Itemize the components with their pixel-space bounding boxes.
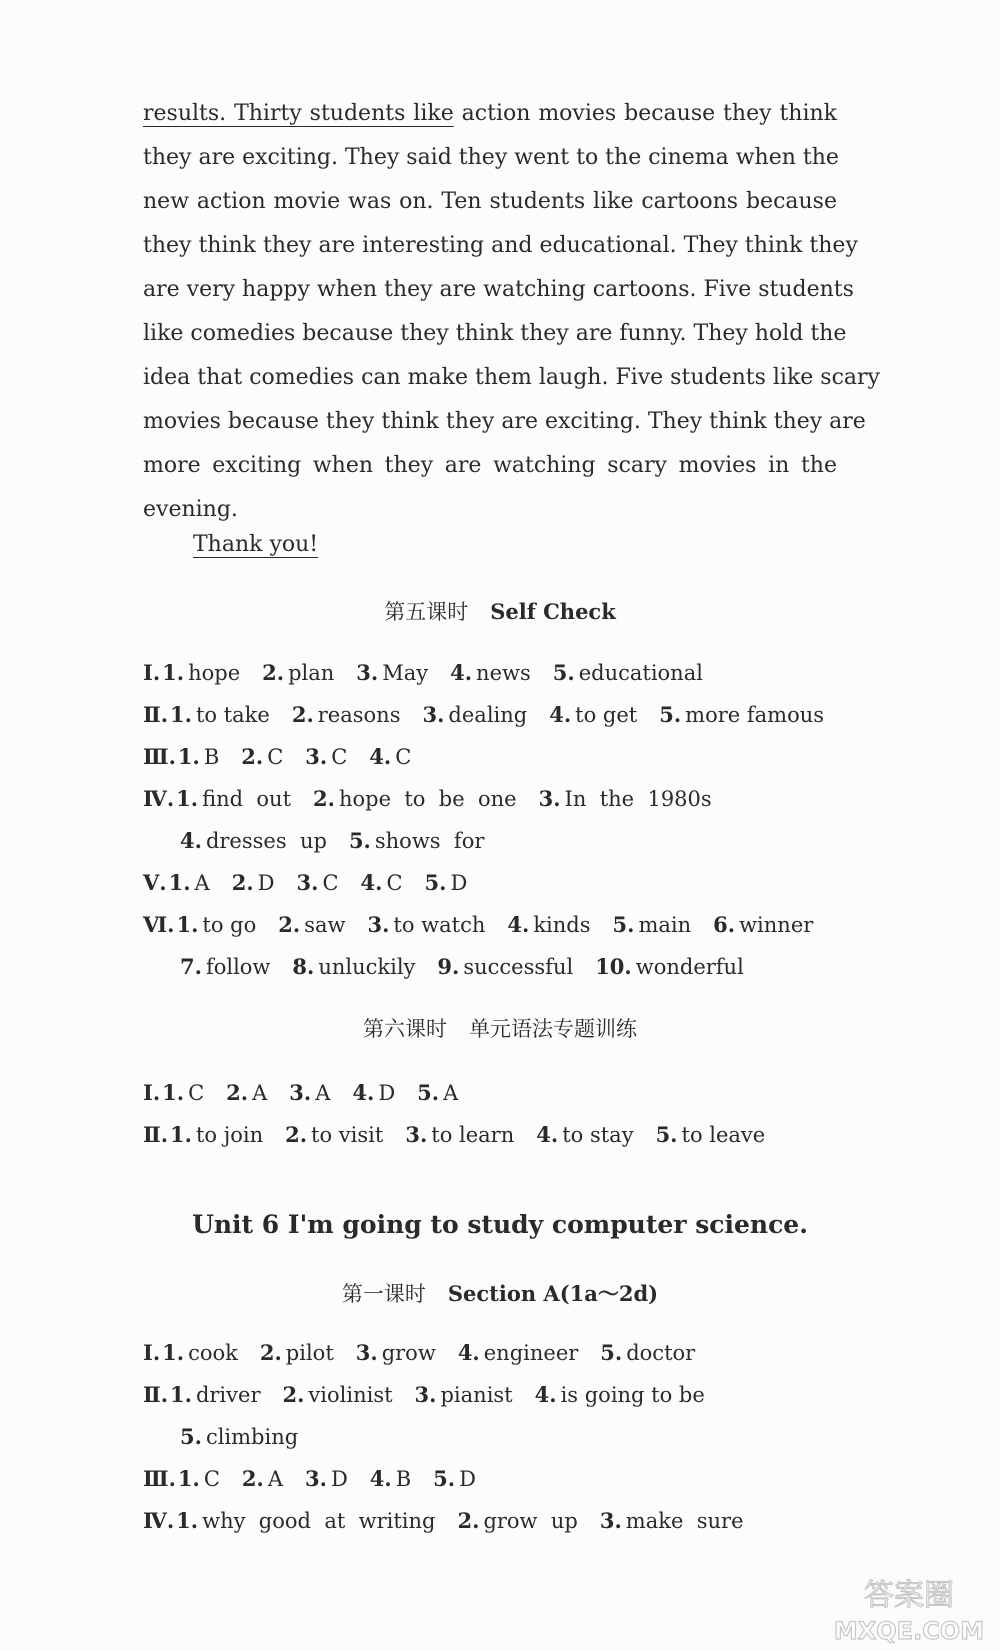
item-number: 4. bbox=[360, 870, 383, 895]
roman-label: Ⅰ. bbox=[143, 660, 161, 685]
answer-row bbox=[143, 1080, 480, 1105]
answer-item bbox=[226, 1081, 267, 1105]
answer-item bbox=[260, 1341, 334, 1365]
answer-item bbox=[282, 1383, 392, 1407]
answer-item bbox=[176, 787, 291, 811]
item-number: 4. bbox=[180, 828, 202, 853]
item-number: 2. bbox=[282, 1382, 305, 1407]
answer-item bbox=[356, 1341, 436, 1365]
answer-text: winner bbox=[739, 913, 814, 937]
answer-text: to leave bbox=[681, 1123, 766, 1147]
answer-text: news bbox=[476, 661, 531, 685]
item-number: 1. bbox=[162, 1340, 185, 1365]
passage-line: are very happy when they are watching cartoons. Five students bbox=[143, 277, 854, 302]
answer-row bbox=[180, 954, 766, 979]
underlined-text: results. Thirty students like bbox=[143, 101, 454, 126]
answer-item bbox=[352, 1081, 395, 1105]
answer-text: dealing bbox=[448, 703, 528, 727]
answer-item bbox=[242, 1467, 283, 1491]
roman-label: Ⅰ. bbox=[143, 1340, 161, 1365]
answer-text: plan bbox=[288, 661, 335, 685]
answer-text: pianist bbox=[440, 1383, 513, 1407]
answer-row bbox=[143, 786, 734, 811]
item-number: 1. bbox=[170, 1122, 192, 1147]
svg-text:MXQE.COM: MXQE.COM bbox=[833, 1617, 985, 1645]
answer-text: more famous bbox=[685, 703, 825, 727]
item-number: 3. bbox=[538, 786, 561, 811]
answer-text: A bbox=[194, 871, 210, 895]
item-number: 2. bbox=[231, 870, 254, 895]
answer-text: shows for bbox=[374, 829, 485, 853]
answer-text: saw bbox=[304, 913, 346, 937]
answer-item bbox=[417, 1081, 458, 1105]
item-number: 2. bbox=[278, 912, 301, 937]
answer-row bbox=[143, 1340, 717, 1365]
item-number: 2. bbox=[285, 1122, 308, 1147]
item-number: 3. bbox=[356, 660, 379, 685]
answer-text: main bbox=[638, 913, 692, 937]
answer-item bbox=[170, 703, 270, 727]
passage bbox=[143, 92, 880, 532]
answer-text: D bbox=[257, 871, 275, 895]
answer-text: successful bbox=[463, 955, 574, 979]
answer-text: pilot bbox=[285, 1341, 334, 1365]
answer-item bbox=[369, 745, 411, 769]
answer-item bbox=[162, 1341, 238, 1365]
item-number: 5. bbox=[600, 1340, 623, 1365]
answer-text: violinist bbox=[308, 1383, 393, 1407]
answer-item bbox=[170, 1123, 263, 1147]
answer-text: A bbox=[315, 1081, 331, 1105]
passage-line: they are exciting. They said they went to the cinema when the bbox=[143, 145, 839, 170]
answer-item bbox=[297, 871, 339, 895]
item-number: 1. bbox=[168, 870, 191, 895]
item-number: 5. bbox=[180, 1424, 202, 1449]
answer-text: kinds bbox=[533, 913, 591, 937]
item-number: 2. bbox=[262, 660, 285, 685]
item-number: 1. bbox=[176, 1508, 199, 1533]
answer-text: C bbox=[188, 1081, 205, 1105]
item-number: 4. bbox=[457, 1340, 480, 1365]
answer-row bbox=[143, 1508, 766, 1533]
answer-text: climbing bbox=[205, 1425, 299, 1449]
answer-text: to learn bbox=[431, 1123, 515, 1147]
answer-item bbox=[595, 955, 744, 979]
answer-item bbox=[305, 745, 347, 769]
item-number: 5. bbox=[433, 1466, 456, 1491]
passage-line: they think they are interesting and educational. They think they bbox=[143, 233, 858, 258]
roman-label: Ⅵ. bbox=[143, 912, 175, 937]
passage-line: like comedies because they think they are funny. They hold the bbox=[143, 321, 847, 346]
item-number: 5. bbox=[417, 1080, 440, 1105]
unit-title: Unit 6 I'm going to study computer science. bbox=[192, 1210, 808, 1239]
answer-text: dresses up bbox=[205, 829, 327, 853]
answer-text: why good at writing bbox=[202, 1509, 436, 1533]
answer-text: C bbox=[267, 745, 284, 769]
answer-item bbox=[305, 1467, 348, 1491]
answer-item bbox=[422, 703, 527, 727]
answer-text: make sure bbox=[625, 1509, 744, 1533]
answer-row bbox=[143, 1122, 787, 1147]
answer-text: In the 1980s bbox=[564, 787, 712, 811]
answer-text: doctor bbox=[626, 1341, 696, 1365]
watermark-logo bbox=[824, 1567, 994, 1647]
answer-text: to stay bbox=[562, 1123, 634, 1147]
passage-line: movies because they think they are exciting. They think they are bbox=[143, 409, 866, 434]
answer-item bbox=[178, 745, 219, 769]
answer-item bbox=[162, 661, 240, 685]
item-number: 1. bbox=[162, 660, 185, 685]
item-number: 3. bbox=[422, 702, 445, 727]
answer-row bbox=[143, 912, 835, 937]
item-number: 3. bbox=[599, 1508, 622, 1533]
answer-text: wonderful bbox=[635, 955, 744, 979]
item-number: 3. bbox=[367, 912, 390, 937]
section-heading-grammar: 第六课时 单元语法专题训练 bbox=[363, 1017, 637, 1041]
answer-item bbox=[289, 1081, 330, 1105]
item-number: 7. bbox=[180, 954, 202, 979]
answer-item bbox=[450, 661, 531, 685]
answer-item bbox=[262, 661, 334, 685]
answer-text: A bbox=[252, 1081, 268, 1105]
answer-text: grow bbox=[381, 1341, 436, 1365]
answer-item bbox=[613, 913, 692, 937]
answer-item bbox=[507, 913, 590, 937]
answer-text: D bbox=[450, 871, 468, 895]
roman-label: Ⅲ. bbox=[143, 744, 176, 769]
answer-row bbox=[143, 870, 489, 895]
item-number: 5. bbox=[655, 1122, 678, 1147]
passage-line: evening. bbox=[143, 497, 238, 522]
item-number: 3. bbox=[296, 870, 319, 895]
item-number: 2. bbox=[226, 1080, 249, 1105]
item-number: 5. bbox=[552, 660, 575, 685]
answer-text: B bbox=[395, 1467, 412, 1491]
answer-item bbox=[285, 1123, 383, 1147]
item-number: 4. bbox=[352, 1080, 375, 1105]
answer-item bbox=[169, 871, 210, 895]
item-number: 1. bbox=[170, 1382, 192, 1407]
answer-text: follow bbox=[205, 955, 271, 979]
answer-text: is going to be bbox=[560, 1383, 705, 1407]
roman-label: Ⅱ. bbox=[143, 1382, 169, 1407]
roman-label: Ⅱ. bbox=[143, 1122, 169, 1147]
section-heading-self-check: 第五课时 Self Check bbox=[384, 599, 616, 624]
answer-item bbox=[241, 745, 283, 769]
answer-item bbox=[180, 1425, 298, 1449]
item-number: 3. bbox=[305, 1466, 327, 1491]
answer-item bbox=[425, 871, 468, 895]
answer-text: to take bbox=[195, 703, 270, 727]
answer-text: C bbox=[203, 1467, 220, 1491]
answer-text: A bbox=[443, 1081, 459, 1105]
item-number: 3. bbox=[305, 744, 328, 769]
item-number: 8. bbox=[292, 954, 315, 979]
answer-text: C bbox=[386, 871, 403, 895]
item-number: 2. bbox=[313, 786, 335, 811]
answer-item bbox=[437, 955, 573, 979]
passage-line: more exciting when they are watching scary movies in the bbox=[143, 453, 837, 478]
answer-row bbox=[143, 660, 725, 685]
answer-row bbox=[180, 828, 506, 853]
answer-item bbox=[170, 1383, 260, 1407]
answer-item bbox=[553, 661, 703, 685]
thank-you: Thank you! bbox=[193, 532, 319, 557]
item-number: 4. bbox=[536, 1122, 559, 1147]
answer-item bbox=[292, 955, 415, 979]
answer-item bbox=[232, 871, 275, 895]
answer-text: C bbox=[322, 871, 339, 895]
answer-text: hope bbox=[188, 661, 241, 685]
answer-item bbox=[180, 955, 270, 979]
item-number: 3. bbox=[414, 1382, 437, 1407]
answer-item bbox=[180, 829, 327, 853]
answer-item bbox=[349, 829, 484, 853]
item-number: 5. bbox=[612, 912, 635, 937]
roman-label: Ⅳ. bbox=[143, 786, 175, 811]
item-number: 3. bbox=[289, 1080, 312, 1105]
answer-text: D bbox=[330, 1467, 348, 1491]
item-number: 1. bbox=[176, 912, 199, 937]
answer-text: to watch bbox=[393, 913, 486, 937]
item-number: 10. bbox=[595, 954, 632, 979]
item-number: 4. bbox=[369, 744, 392, 769]
item-number: 2. bbox=[241, 1466, 264, 1491]
answer-text: reasons bbox=[317, 703, 401, 727]
answer-text: C bbox=[395, 745, 412, 769]
answer-text: hope to be one bbox=[338, 787, 517, 811]
answer-item bbox=[549, 703, 637, 727]
item-number: 6. bbox=[713, 912, 736, 937]
answer-item bbox=[458, 1341, 578, 1365]
answer-text: to join bbox=[195, 1123, 264, 1147]
answer-item bbox=[600, 1341, 695, 1365]
passage-line: results. Thirty students like action movies because they think bbox=[143, 101, 837, 126]
answer-text: cook bbox=[188, 1341, 238, 1365]
item-number: 1. bbox=[176, 786, 199, 811]
item-number: 4. bbox=[507, 912, 530, 937]
answer-item bbox=[600, 1509, 744, 1533]
answer-text: educational bbox=[578, 661, 703, 685]
roman-label: Ⅰ. bbox=[143, 1080, 161, 1105]
item-number: 2. bbox=[259, 1340, 282, 1365]
answer-text: B bbox=[203, 745, 220, 769]
answer-text: May bbox=[382, 661, 429, 685]
answer-item bbox=[656, 1123, 766, 1147]
svg-text:答案圈: 答案圈 bbox=[864, 1578, 954, 1613]
answer-text: unluckily bbox=[318, 955, 416, 979]
section-heading-section-a: 第一课时 Section A(1a～2d) bbox=[341, 1281, 659, 1306]
answer-text: D bbox=[378, 1081, 396, 1105]
answer-row bbox=[180, 1424, 320, 1449]
answer-text: to go bbox=[202, 913, 257, 937]
answer-item bbox=[415, 1383, 513, 1407]
answer-text: to visit bbox=[311, 1123, 384, 1147]
item-number: 1. bbox=[177, 744, 200, 769]
answer-item bbox=[178, 1467, 220, 1491]
item-number: 2. bbox=[241, 744, 264, 769]
item-number: 2. bbox=[457, 1508, 480, 1533]
answer-item bbox=[313, 787, 517, 811]
item-number: 1. bbox=[177, 1466, 200, 1491]
answer-item bbox=[433, 1467, 476, 1491]
answer-item bbox=[713, 913, 813, 937]
item-number: 5. bbox=[348, 828, 371, 853]
answer-item bbox=[176, 913, 256, 937]
item-number: 1. bbox=[170, 702, 192, 727]
answer-text: to get bbox=[575, 703, 638, 727]
answer-item bbox=[278, 913, 345, 937]
item-number: 4. bbox=[369, 1466, 392, 1491]
item-number: 3. bbox=[405, 1122, 428, 1147]
item-number: 4. bbox=[450, 660, 473, 685]
item-number: 4. bbox=[549, 702, 572, 727]
roman-label: Ⅴ. bbox=[143, 870, 167, 895]
passage-line: idea that comedies can make them laugh. Five students like scary bbox=[143, 365, 880, 390]
answer-item bbox=[659, 703, 824, 727]
answer-text: find out bbox=[202, 787, 292, 811]
answer-item bbox=[176, 1509, 435, 1533]
answer-item bbox=[536, 1123, 633, 1147]
answer-text: engineer bbox=[483, 1341, 579, 1365]
answer-item bbox=[367, 913, 485, 937]
item-number: 5. bbox=[659, 702, 682, 727]
answer-row bbox=[143, 702, 846, 727]
answer-row bbox=[143, 744, 433, 769]
item-number: 3. bbox=[355, 1340, 378, 1365]
answer-item bbox=[361, 871, 403, 895]
answer-item bbox=[356, 661, 428, 685]
answer-text: A bbox=[267, 1467, 284, 1491]
answer-text: grow up bbox=[483, 1509, 578, 1533]
answer-row bbox=[143, 1382, 727, 1407]
answer-text: D bbox=[459, 1467, 476, 1491]
answer-item bbox=[539, 787, 712, 811]
item-number: 5. bbox=[424, 870, 447, 895]
answer-row bbox=[143, 1466, 498, 1491]
roman-label: Ⅲ. bbox=[143, 1466, 176, 1491]
answer-item bbox=[535, 1383, 705, 1407]
item-number: 2. bbox=[291, 702, 314, 727]
answer-item bbox=[292, 703, 401, 727]
item-number: 1. bbox=[162, 1080, 185, 1105]
answer-item bbox=[370, 1467, 411, 1491]
roman-label: Ⅳ. bbox=[143, 1508, 175, 1533]
answer-text: driver bbox=[195, 1383, 261, 1407]
passage-line: new action movie was on. Ten students like cartoons because bbox=[143, 189, 837, 214]
answer-item bbox=[405, 1123, 514, 1147]
item-number: 9. bbox=[437, 954, 460, 979]
item-number: 4. bbox=[534, 1382, 557, 1407]
answer-item bbox=[162, 1081, 204, 1105]
answer-text: C bbox=[331, 745, 348, 769]
answer-item bbox=[458, 1509, 578, 1533]
roman-label: Ⅱ. bbox=[143, 702, 169, 727]
